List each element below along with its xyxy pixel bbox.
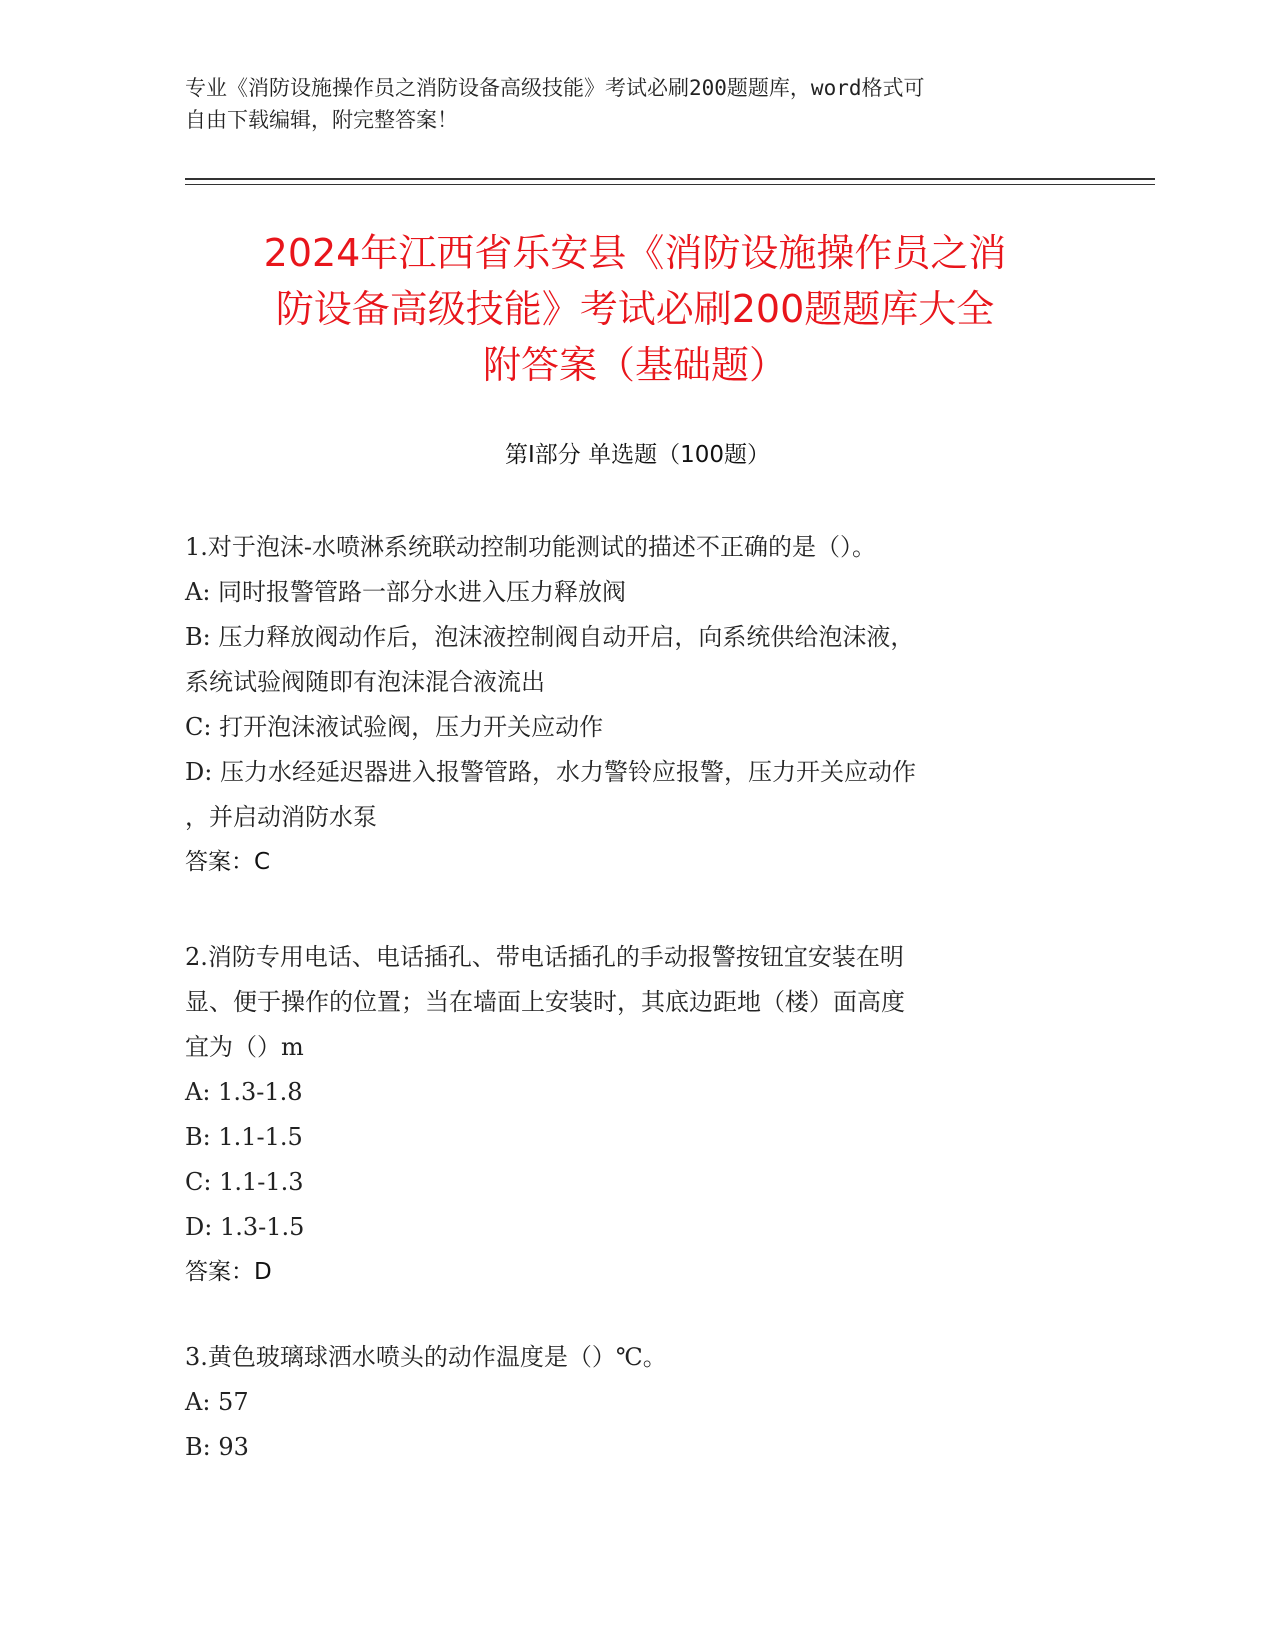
- option-b: B: 1.1-1.5: [185, 1123, 303, 1151]
- answer: 答案：C: [185, 849, 271, 875]
- section-heading: 第Ⅰ部分 单选题（100题）: [505, 442, 770, 468]
- option-a: A: 同时报警管路一部分水进入压力释放阀: [185, 578, 627, 606]
- option-d-cont: ，并启动消防水泵: [185, 803, 377, 831]
- document-title: [170, 225, 1100, 393]
- option-d: D: 1.3-1.5: [185, 1213, 305, 1241]
- header-note: [185, 72, 1065, 136]
- title-line: 2024年江西省乐安县《消防设施操作员之消: [263, 231, 1007, 275]
- question-stem-cont: 显、便于操作的位置；当在墙面上安装时，其底边距地（楼）面高度: [185, 988, 905, 1016]
- title-line: 防设备高级技能》考试必刷200题题库大全: [275, 287, 995, 331]
- question-2: [185, 935, 1065, 1295]
- option-b: B: 93: [185, 1433, 249, 1461]
- header-line: 专业《消防设施操作员之消防设备高级技能》考试必刷200题题库，word格式可: [185, 76, 925, 100]
- title-line: 附答案（基础题）: [482, 343, 787, 387]
- question-stem: 1.对于泡沫-水喷淋系统联动控制功能测试的描述不正确的是（）。: [185, 533, 877, 561]
- question-1: [185, 525, 1065, 885]
- answer: 答案：D: [185, 1259, 272, 1285]
- option-b-cont: 系统试验阀随即有泡沫混合液流出: [185, 668, 545, 696]
- option-c: C: 打开泡沫液试验阀，压力开关应动作: [185, 713, 604, 741]
- option-a: A: 1.3-1.8: [185, 1078, 303, 1106]
- question-3: [185, 1335, 1065, 1470]
- question-stem: 3.黄色玻璃球洒水喷头的动作温度是（）℃。: [185, 1343, 667, 1371]
- option-b: B: 压力释放阀动作后，泡沫液控制阀自动开启，向系统供给泡沫液，: [185, 623, 915, 651]
- header-divider: [185, 178, 1155, 180]
- header-line: 自由下载编辑，附完整答案！: [185, 108, 458, 132]
- question-stem: 2.消防专用电话、电话插孔、带电话插孔的手动报警按钮宜安装在明: [185, 943, 904, 971]
- question-stem-cont: 宜为（）m: [185, 1033, 304, 1061]
- option-d: D: 压力水经延迟器进入报警管路，水力警铃应报警，压力开关应动作: [185, 758, 916, 786]
- option-a: A: 57: [185, 1388, 249, 1416]
- header-divider: [185, 184, 1155, 185]
- option-c: C: 1.1-1.3: [185, 1168, 304, 1196]
